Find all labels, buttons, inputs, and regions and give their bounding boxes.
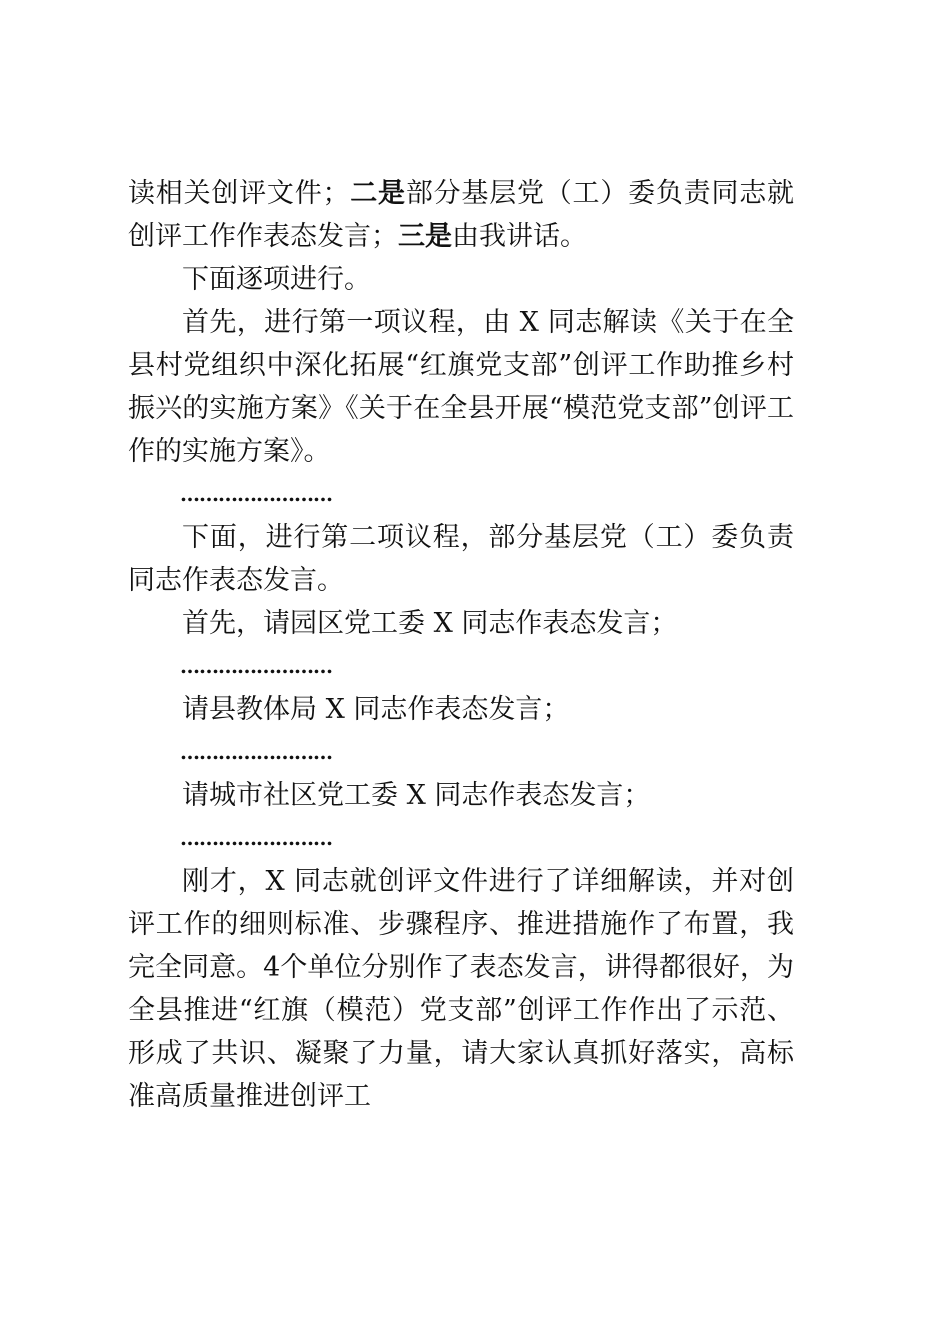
- bold-item-two: 二是: [349, 178, 406, 209]
- paragraph-second-agenda: 下面，进行第二项议程，部分基层党（工）委负责同志作表态发言。: [128, 522, 794, 596]
- paragraph-speaker-2: 请县教体局 X 同志作表态发言；: [182, 694, 570, 725]
- text-segment: 由我讲话。: [452, 221, 587, 252]
- paragraph-summary: 刚才，X 同志就创评文件进行了详细解读，并对创评工作的细则标准、步骤程序、推进措施作了布置，我完全同意。4个单位分别作了表态发言，讲得都很好，为全县推进“红旗（模范）党支部”创评工作作出了示范、形成了共识、凝聚了力量，请大家认真抓好落实，高标准高质量推进创评工: [128, 866, 794, 1112]
- paragraph-speaker-1: 首先，请园区党工委 X 同志作表态发言；: [182, 608, 678, 639]
- bold-item-three: 三是: [398, 221, 452, 252]
- ellipsis-separator: ……………………: [180, 740, 332, 764]
- paragraph-speaker-3: 请城市社区党工委 X 同志作表态发言；: [182, 780, 651, 811]
- paragraph-first-agenda: 首先，进行第一项议程，由 X 同志解读《关于在全县村党组织中深化拓展“红旗党支部”创评工作助推乡村振兴的实施方案》《关于在全县开展“模范党支部”创评工作的实施方案》。: [128, 307, 794, 467]
- ellipsis-separator: ……………………: [180, 826, 332, 850]
- paragraph-proceed: 下面逐项进行。: [182, 264, 371, 295]
- text-segment: 部分基层党（工）委负责同志就创评工作作表态发言；: [128, 178, 795, 252]
- text-segment: 读相关创评文件；: [128, 178, 350, 209]
- document-body: [128, 172, 794, 1118]
- paragraph-agenda-continued: [128, 172, 794, 258]
- ellipsis-separator: ……………………: [180, 482, 332, 506]
- ellipsis-separator: ……………………: [180, 654, 332, 678]
